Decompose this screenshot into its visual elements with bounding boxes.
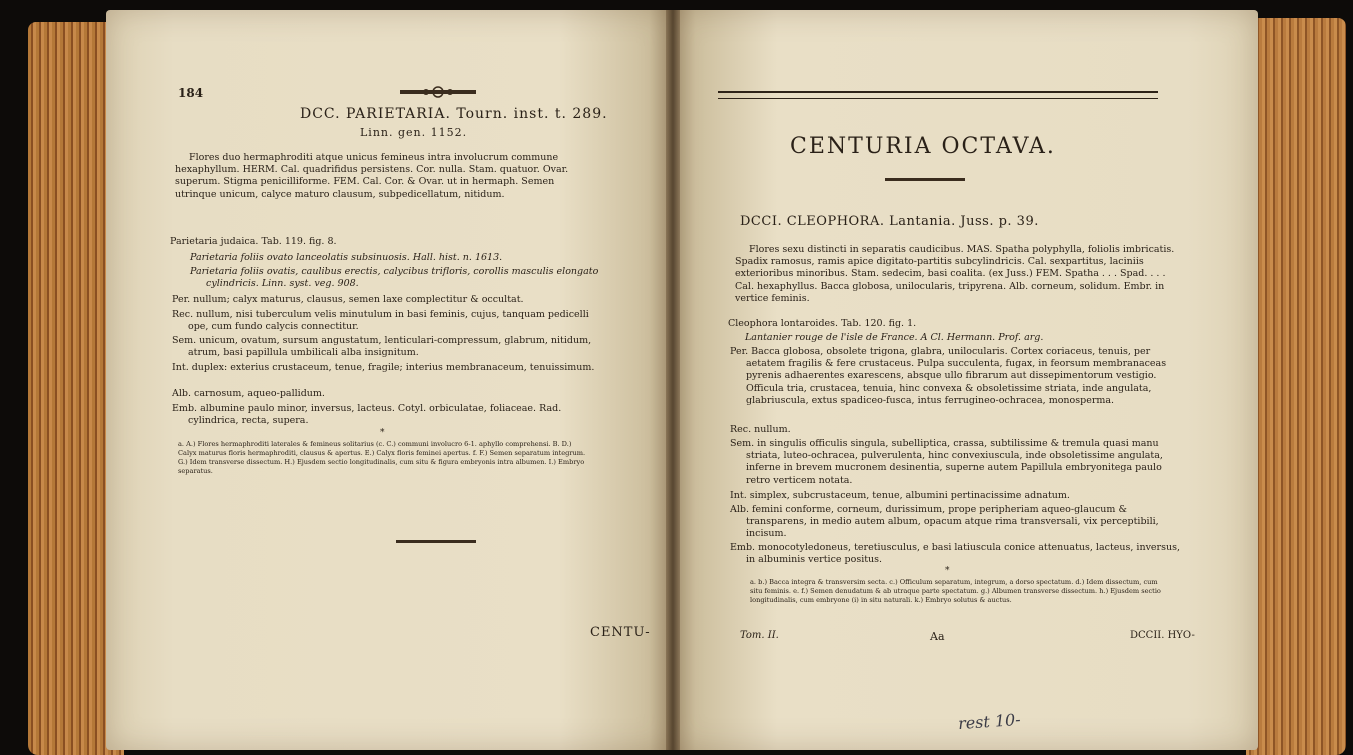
integument-text: Int. duplex: exterius crustaceum, tenue, fragile; interius membranaceum, tenuissimum.: [172, 362, 595, 373]
species-name: Cleophora lontaroides. Tab. 120. fig. 1.: [728, 318, 917, 329]
receptacle-text: Rec. nullum, nisi tuberculum velis minutulum in basi feminis, cujus, tanquam pedicelli ope, cum fundo calycis connectitur.: [172, 309, 589, 333]
genus-reference: Linn. gen. 1152.: [360, 126, 468, 139]
page-edges-right: [1246, 18, 1346, 755]
volume-label: Tom. II.: [740, 630, 779, 641]
embryo-text: Emb. monocotyledoneus, teretiusculus, e basi latiuscula conice attenuatus, lacteus, inversus, in albuminis vertice positus.: [730, 542, 1180, 566]
catchword: CENTU-: [590, 625, 651, 640]
genus-heading: DCCI. CLEOPHORA. Lantania. Juss. p. 39.: [740, 214, 1039, 229]
genus-description: Flores sexu distincti in separatis caudicibus. MAS. Spatha polyphylla, foliolis imbricatis. Spadix ramosus, ramis apice digitato-partitis subcylindricis. Cal. sexpartitus, laciniis exterioribus minoribus. Stam. sedecim, basi coalita. (ex Juss.) FEM. Spatha . . . Spad. . . . Cal. hexaphyllus. Bacca globosa, unilocularis, tripyrena. Alb. corneum, solidum. Embr. in vertice feminis.: [735, 244, 1175, 304]
seed-text: Sem. unicum, ovatum, sursum angustatum, lenticulari-compressum, glabrum, nitidum, atrum, basi papillula umbilicali alba insignitum.: [172, 335, 592, 359]
pericarp-text: Per. Bacca globosa, obsolete trigona, glabra, unilocularis. Cortex coriaceus, tenuis, per aetatem fragilis & fere crustaceus. Pulpa succulenta, fugax, in feorsum membranaceas pyrenis adhaerentes exarescens, absque ullo fibrarum aut dissepimentorum vestigio. Officula tria, crustacea, tenuia, hinc convexa & obsoletissime striata, inde angulata, glabriuscula, extus spadiceo-fusca, intus ferrugineo-ochracea, monosperma.: [730, 346, 1167, 406]
albumen-text: Alb. femini conforme, corneum, durissimum, prope peripheriam aqueo-glaucum & transparens, in medio autem album, opacum atque rima transversali, vix perceptibili, incisum.: [730, 504, 1159, 540]
catchword: DCCII. HYO-: [1130, 630, 1195, 641]
receptacle-text: Rec. nullum.: [730, 424, 791, 435]
embryo-text: Emb. albumine paulo minor, inversus, lacteus. Cotyl. orbiculatae, foliaceae. Rad. cylindrica, recta, supera.: [172, 403, 562, 427]
signature-mark: Aa: [930, 630, 945, 643]
synonym-haller: Parietaria foliis ovato lanceolatis subsinuosis. Hall. hist. n. 1613.: [190, 252, 503, 263]
figure-footnote: a. b.) Bacca integra & transversim secta. c.) Officulum separatum, integrum, a dorso spectatum. d.) Idem dissectum, cum situ feminis. e. f.) Semen denudatum & ab utraque parte spectatum. g.) Albumen transverse dissectum. h.) Ejusdem sectio longitudinalis, cum embryone (i) in situ naturali. k.) Embryo solutus & auctus.: [750, 578, 1161, 604]
page-number: 184: [178, 86, 204, 100]
pencil-annotation: rest 10-: [957, 709, 1022, 734]
figure-footnote: a. A.) Flores hermaphroditi laterales & femineus solitarius (c. C.) communi involucro 6-1. aphyllo comprehensi. B. D.) Calyx maturus floris hermaphroditi, clausus & apertus. E.) Calyx floris feminei apertus. f. F.) Semen separatum integrum. G.) Idem transverse dissectum. H.) Ejusdem sectio longitudinalis, cum situ & figura embryonis intra albumen. I.) Embryo separatus.: [178, 440, 586, 475]
synonym-linnaeus: Parietaria foliis ovatis, caulibus erectis, calycibus trifloris, corollis masculis elongato cylindricis. Linn. syst. veg. 908.: [190, 266, 599, 290]
genus-description: Flores duo hermaphroditi atque unicus femineus intra involucrum commune hexaphyllum. HERM. Cal. quadrifidus persistens. Cor. nulla. Stam. quatuor. Ovar. superum. Stigma penicilliforme. FEM. Cal. Cor. & Ovar. ut in hermaph. Semen utrinque unicum, calyce maturo clausum, subpedicellatum, nitidum.: [175, 152, 569, 200]
ornament-rule: [885, 178, 965, 181]
chapter-heading: CENTURIA OCTAVA.: [790, 134, 1056, 159]
genus-heading: DCC. PARIETARIA. Tourn. inst. t. 289.: [300, 106, 608, 122]
species-name: Parietaria judaica. Tab. 119. fig. 8.: [170, 236, 337, 247]
pericarp-text: Per. nullum; calyx maturus, clausus, semen laxe complectitur & occultat.: [172, 294, 524, 305]
synonym-text: Lantanier rouge de l'isle de France. A Cl. Hermann. Prof. arg.: [745, 332, 1044, 343]
book-gutter: [666, 10, 680, 750]
ornament-double-rule: [718, 91, 1158, 99]
ornament-rule: [396, 540, 476, 543]
ornament-headpiece: [398, 86, 478, 98]
seed-text: Sem. in singulis officulis singula, subelliptica, crassa, subtilissime & tremula quasi manu striata, luteo-ochracea, pulverulenta, hinc convexiuscula, inde obsoletissime angulata, inferne in brevem mucronem desinentia, superne autem Papillula embryonitega paulo retro verticem notata.: [730, 438, 1163, 486]
albumen-text: Alb. carnosum, aqueo-pallidum.: [172, 388, 325, 399]
integument-text: Int. simplex, subcrustaceum, tenue, albumini pertinacissime adnatum.: [730, 490, 1070, 501]
asterisk-mark: *: [380, 428, 385, 438]
asterisk-mark: *: [945, 566, 950, 576]
